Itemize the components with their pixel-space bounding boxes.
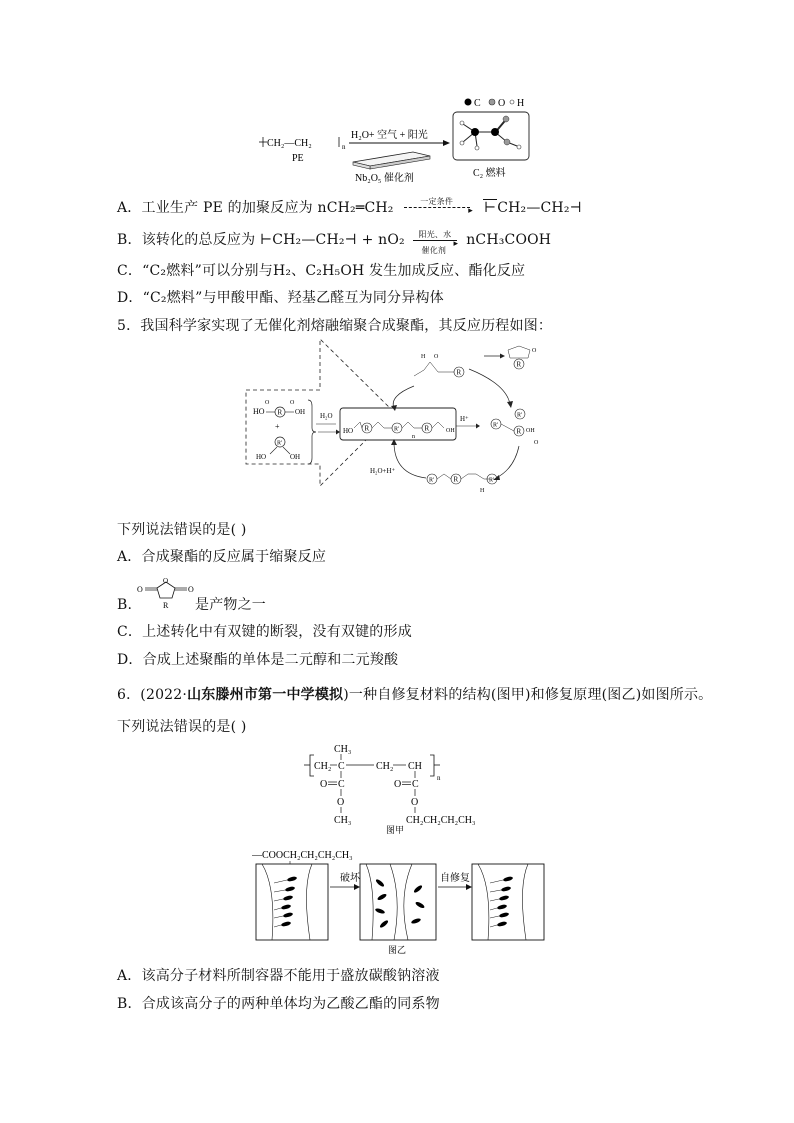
- svg-text:R: R: [163, 601, 169, 610]
- intermediate-top: [414, 354, 464, 377]
- q4-b-condition-bottom: 催化剂: [421, 246, 447, 255]
- cycle-arrow-top-left: [393, 386, 414, 408]
- polyester-box: [340, 408, 456, 440]
- break-label: 破坏: [340, 873, 360, 884]
- svg-text:R': R': [517, 412, 523, 419]
- q4-reaction-figure: [255, 92, 545, 184]
- svg-text:OH: OH: [526, 428, 535, 434]
- q6-source: 山东滕州市第一中学模拟: [187, 687, 344, 703]
- svg-text:O: O: [320, 779, 328, 790]
- svg-text:n: n: [412, 434, 415, 440]
- c2-fuel-label: C₂ 燃料: [473, 168, 506, 179]
- svg-text:O: O: [534, 440, 539, 446]
- svg-text:CH₂CH₂CH₂CH₃: CH₂CH₂CH₂CH₃: [406, 815, 476, 826]
- svg-text:O: O: [163, 578, 169, 585]
- svg-text:R': R': [277, 440, 283, 447]
- q4-b-condition-top: 阳光、水: [418, 230, 452, 239]
- panel-repaired: [472, 864, 544, 940]
- svg-text:O: O: [337, 797, 345, 808]
- q6-stem: 6．(2022·山东滕州市第一中学模拟)一种自修复材料的结构(图甲)和修复原理(图乙)如图所示。: [117, 687, 713, 703]
- svg-text:CH₂: CH₂: [376, 761, 394, 772]
- svg-text:CH₃: CH₃: [334, 744, 352, 755]
- pe-polymer-formula: CH₂—CH₂: [267, 138, 312, 149]
- svg-text:OH: OH: [295, 408, 306, 416]
- figure-jia-caption: 图甲: [386, 825, 405, 835]
- panel-broken: [360, 864, 436, 940]
- h2o-label: H₂O: [320, 412, 333, 420]
- svg-text:C: C: [338, 779, 345, 790]
- q5-question: 下列说法错误的是( ): [117, 522, 247, 538]
- q5-mechanism-figure: [244, 334, 554, 494]
- svg-text:O: O: [290, 400, 295, 406]
- intermediate-right: [491, 409, 539, 446]
- q4-a-condition: 一定条件: [420, 197, 454, 206]
- svg-text:R: R: [364, 424, 370, 433]
- q6-question: 下列说法错误的是( ): [117, 719, 247, 735]
- catalyst-label: Nb₂O₅ 催化剂: [355, 173, 414, 184]
- panel-intact: [256, 864, 328, 940]
- svg-text:O: O: [265, 400, 270, 406]
- svg-text:R': R': [493, 422, 499, 429]
- svg-text:C: C: [338, 761, 345, 772]
- svg-text:O: O: [532, 348, 537, 354]
- svg-text:O: O: [411, 797, 419, 808]
- q6-figure-yi: [252, 847, 552, 957]
- cycle-arrow-bottom-right: [496, 446, 519, 478]
- q5-option-c: C．上述转化中有双键的断裂，没有双键的形成: [117, 624, 412, 640]
- arrow-top-condition: H₂O+ 空气 + 阳光: [351, 130, 428, 141]
- legend-hydrogen-dot: [510, 100, 514, 104]
- q4-option-c: C．“C₂燃料”可以分别与H₂、C₂H₅OH 发生加成反应、酯化反应: [117, 263, 526, 279]
- legend-oxygen-dot: [489, 99, 495, 105]
- legend-hydrogen-label: H: [517, 98, 525, 109]
- hplus-label: H⁺: [460, 415, 469, 423]
- q4-option-a: A．工业生产 PE 的加聚反应为 nCH₂═CH₂ 一定条件 ▸ ⊢CH₂—CH₂⊣: [117, 199, 582, 217]
- svg-text:CH: CH: [408, 761, 422, 772]
- cycle-arrow-bottom-left: [394, 442, 426, 478]
- q5-option-a: A．合成聚酯的反应属于缩聚反应: [117, 549, 327, 565]
- svg-text:R: R: [456, 368, 462, 377]
- svg-text:R': R': [489, 477, 495, 484]
- q6-option-b: B．合成该高分子的两种单体均为乙酸乙酯的同系物: [117, 996, 440, 1012]
- legend-oxygen-label: O: [498, 98, 506, 109]
- svg-text:O: O: [137, 585, 143, 594]
- svg-text:R: R: [453, 475, 459, 484]
- svg-text:HO: HO: [343, 427, 354, 435]
- svg-text:H: H: [421, 354, 426, 360]
- pe-polymer-n: n: [342, 143, 346, 151]
- cyclic-anhydride: [508, 346, 537, 369]
- figure-yi-caption: 图乙: [388, 945, 407, 955]
- svg-text:OH: OH: [290, 453, 301, 461]
- svg-text:O: O: [394, 779, 402, 790]
- svg-text:H: H: [480, 488, 485, 494]
- svg-text:O: O: [434, 354, 439, 360]
- svg-text:R: R: [516, 360, 522, 369]
- q4-b-product: nCH₃COOH: [466, 232, 552, 248]
- q5-stem: 5．我国科学家实现了无催化剂熔融缩聚合成聚酯，其反应历程如图：: [117, 318, 553, 334]
- svg-text:CH₂: CH₂: [314, 761, 332, 772]
- h2o-hplus-label: H₂O+H⁺: [370, 467, 396, 475]
- self-repair-label: 自修复: [440, 873, 470, 884]
- svg-text:HO: HO: [256, 453, 267, 461]
- q5-b-ring-structure: [135, 578, 197, 612]
- svg-text:OH: OH: [446, 428, 455, 434]
- ester-group-label: —COOCH₂CH₂CH₂CH₃: [252, 850, 353, 861]
- q4-a-product: CH₂—CH₂: [497, 200, 570, 216]
- svg-text:n: n: [437, 774, 441, 782]
- q6-figure-jia: [300, 740, 490, 835]
- intermediate-bottom: [427, 474, 497, 494]
- q4-option-d: D．“C₂燃料”与甲酸甲酯、羟基乙醛互为同分异构体: [117, 290, 444, 306]
- svg-text:R': R': [429, 477, 435, 484]
- svg-text:R: R: [516, 427, 522, 436]
- svg-text:R: R: [424, 424, 430, 433]
- svg-text:CH₃: CH₃: [334, 815, 352, 826]
- svg-text:HO: HO: [253, 407, 265, 416]
- monomer-diol: [256, 437, 300, 461]
- svg-text:O: O: [188, 585, 194, 594]
- svg-text:R: R: [277, 408, 283, 417]
- monomer-diacid: [253, 400, 305, 417]
- monomer-plus: +: [275, 422, 280, 431]
- svg-text:C: C: [412, 779, 419, 790]
- legend-carbon-label: C: [474, 98, 481, 109]
- q6-option-a: A．该高分子材料所制容器不能用于盛放碳酸钠溶液: [117, 968, 440, 984]
- svg-text:R': R': [394, 426, 400, 433]
- cycle-arrow-top-right: [469, 369, 510, 404]
- pe-label: PE: [292, 153, 304, 164]
- q4-b-reactant: CH₂—CH₂: [272, 232, 345, 248]
- c2-fuel-box: [453, 112, 529, 160]
- q5-option-d: D．合成上述聚酯的单体是二元醇和二元羧酸: [117, 652, 399, 668]
- q4-option-b: B．该转化的总反应为 ⊢CH₂—CH₂⊣ + nO₂ 阳光、水 ▸ 催化剂 nCH₃COOH: [117, 231, 551, 249]
- legend-carbon-dot: [465, 99, 472, 106]
